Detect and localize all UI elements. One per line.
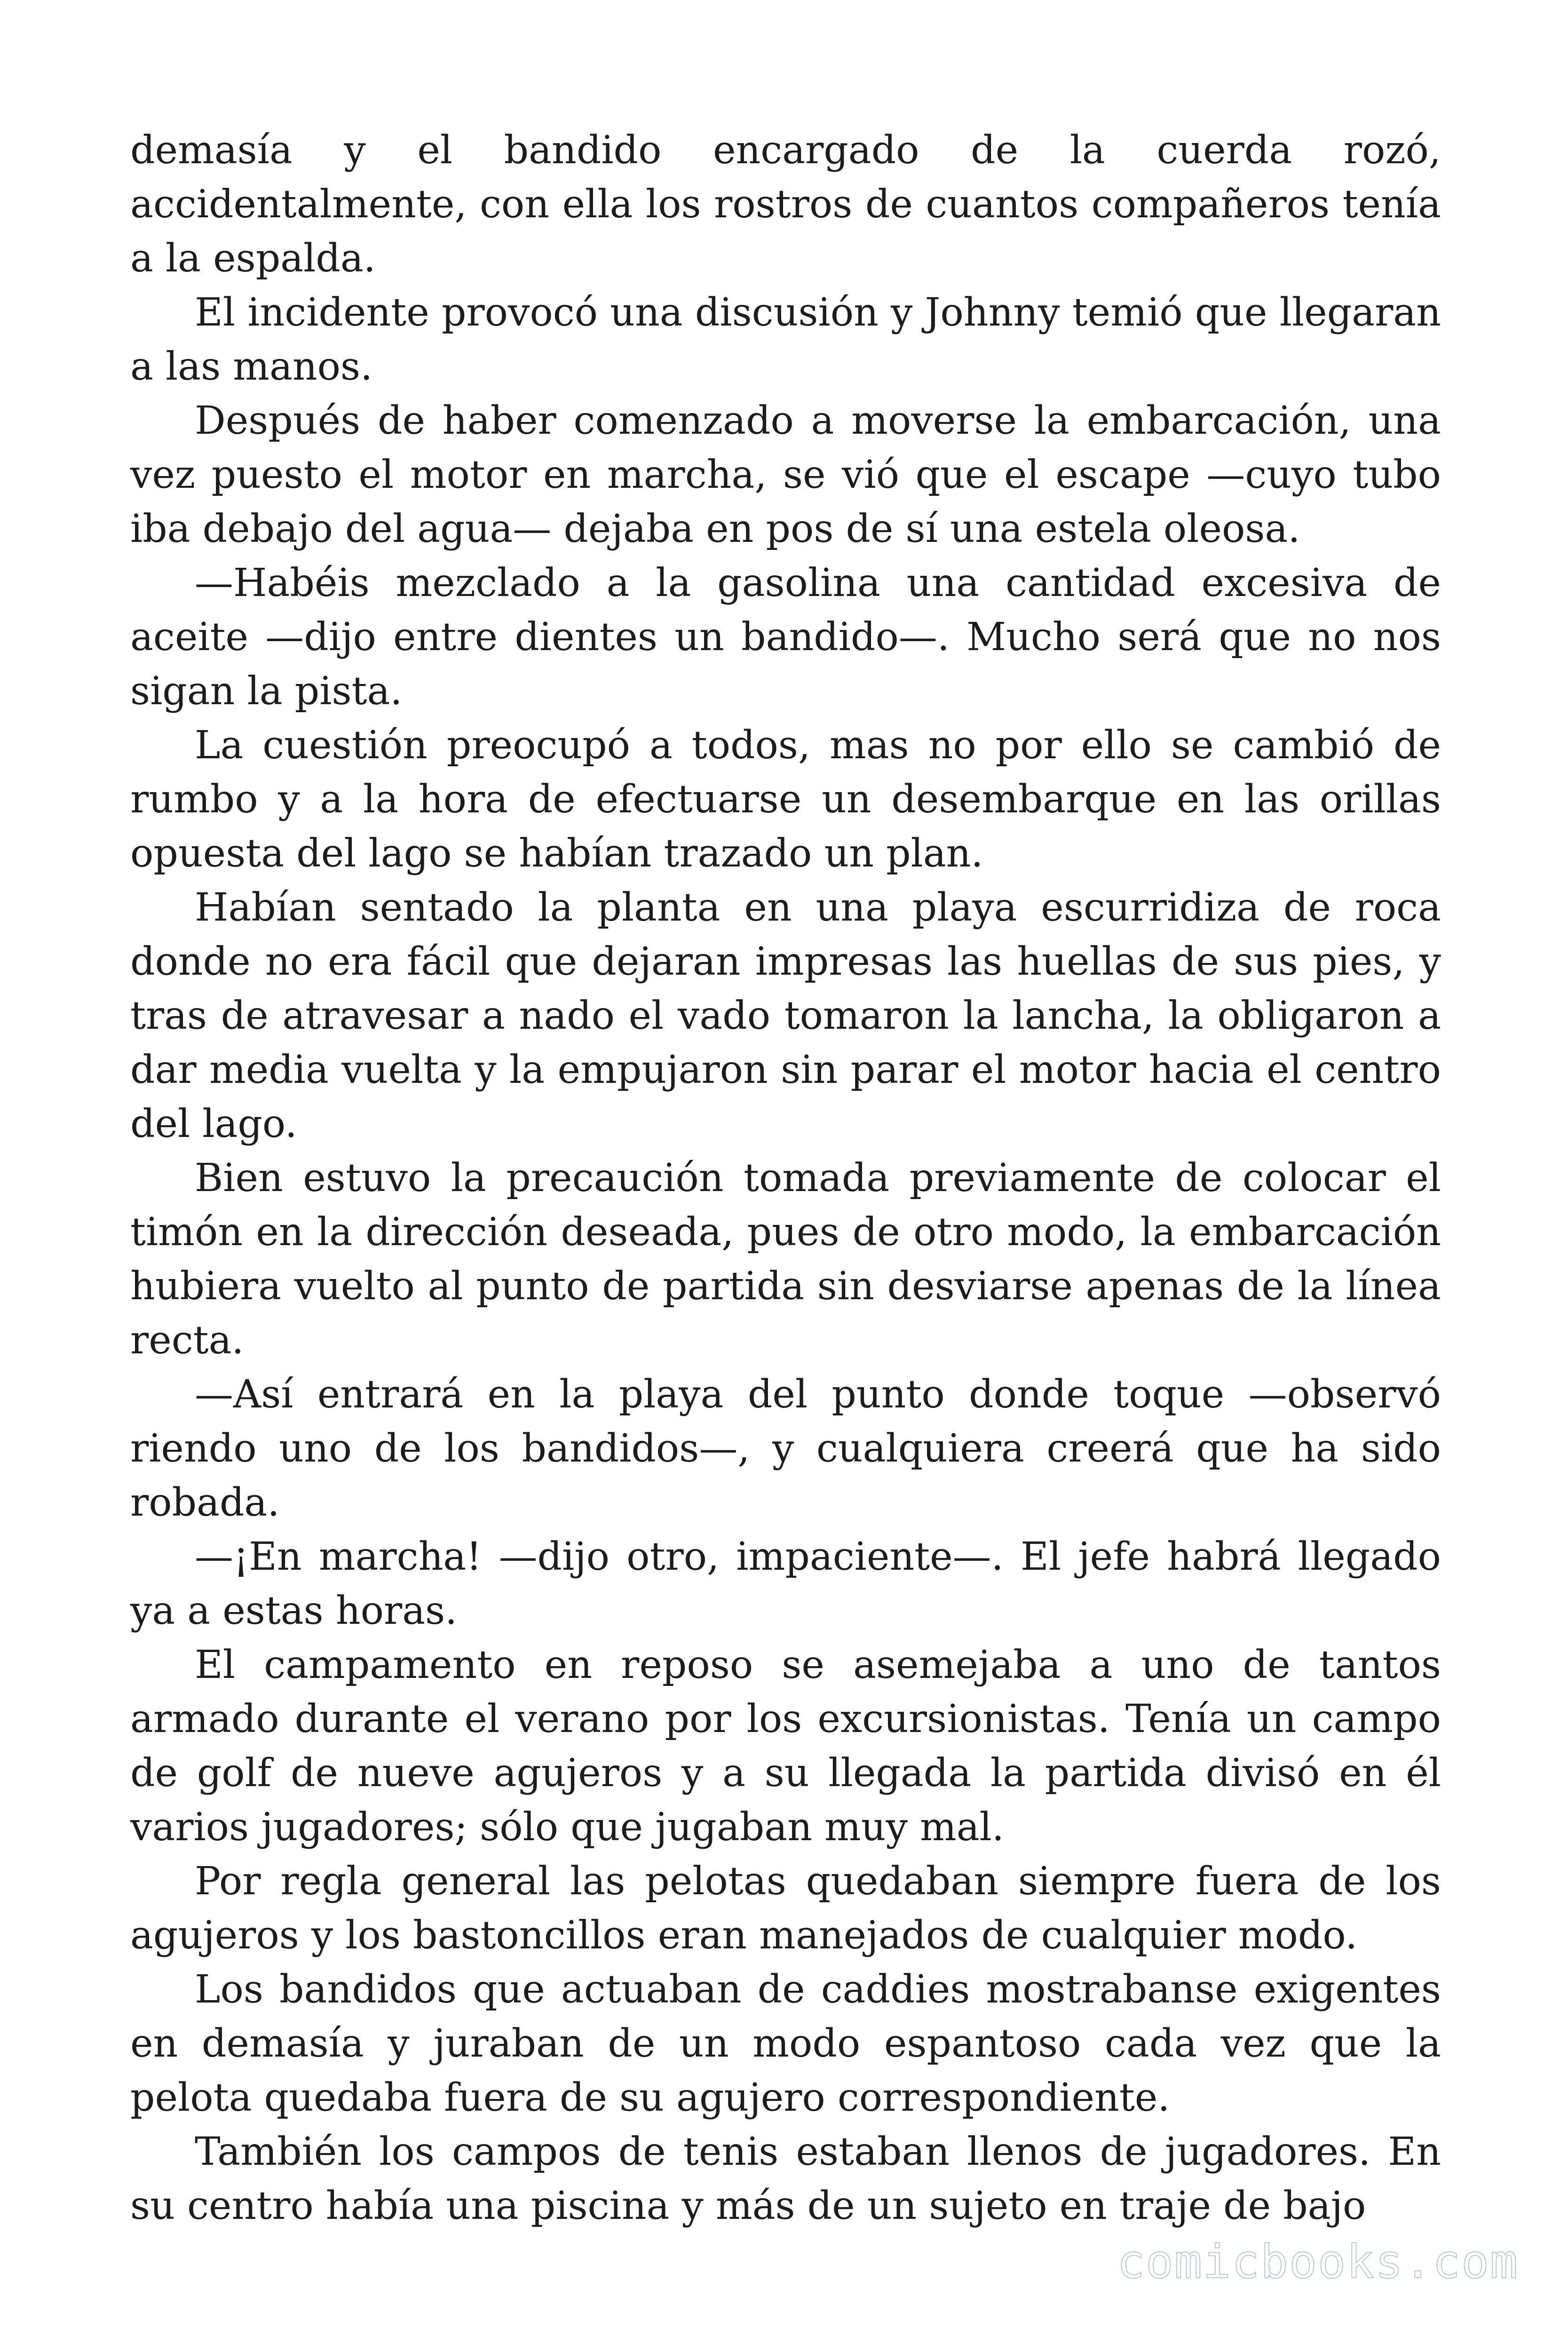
paragraph: Después de haber comenzado a moverse la embarcación, una vez puesto el motor en marcha, se vió que el escape —cuyo tubo iba debajo del agua— dejaba en pos de sí una estela oleosa. — [130, 398, 1441, 551]
paragraph: —Así entrará en la playa del punto donde toque —observó riendo uno de los bandidos—, y cualquiera creerá que ha sido robada. — [130, 1372, 1441, 1525]
paragraph: El incidente provocó una discusión y Johnny temió que llegaran a las manos. — [130, 290, 1441, 389]
paragraph: —Habéis mezclado a la gasolina una cantidad excesiva de aceite —dijo entre dientes un bandido—. Mucho será que no nos sigan la pista. — [130, 561, 1441, 714]
paragraph: Por regla general las pelotas quedaban siempre fuera de los agujeros y los bastoncillos eran manejados de cualquier modo. — [130, 1859, 1441, 1958]
paragraph: La cuestión preocupó a todos, mas no por ello se cambió de rumbo y a la hora de efectuarse un desembarque en las orillas opuesta del lago se habían trazado un plan. — [130, 723, 1441, 876]
paragraph: Los bandidos que actuaban de caddies mostrabanse exigentes en demasía y juraban de un modo espantoso cada vez que la pelota quedaba fuera de su agujero correspondiente. — [130, 1967, 1441, 2120]
paragraph: El campamento en reposo se asemejaba a uno de tantos armado durante el verano por los excursionistas. Tenía un campo de golf de nueve agujeros y a su llegada la partida divisó en él varios jugadores; sólo que jugaban muy mal. — [130, 1643, 1441, 1850]
paragraph: Bien estuvo la precaución tomada previamente de colocar el timón en la dirección deseada, pues de otro modo, la embarcación hubiera vuelto al punto de partida sin desviarse apenas de la línea recta. — [130, 1156, 1441, 1363]
paragraph-continued: demasía y el bandido encargado de la cuerda rozó, accidentalmente, con ella los rostros de cuantos compañeros tenía a la espalda. — [130, 128, 1441, 281]
body-text — [130, 123, 1441, 2233]
watermark: comicbooks.com — [1117, 2235, 1519, 2289]
paragraph: También los campos de tenis estaban llenos de jugadores. En su centro había una piscina y más de un sujeto en traje de bajo — [130, 2130, 1441, 2228]
paragraph: Habían sentado la planta en una playa escurridiza de roca donde no era fácil que dejaran impresas las huellas de sus pies, y tras de atravesar a nado el vado tomaron la lancha, la obligaron a dar media vuelta y la empujaron sin parar el motor hacia el centro del lago. — [130, 885, 1441, 1146]
paragraph: —¡En marcha! —dijo otro, impaciente—. El jefe habrá llegado ya a estas horas. — [130, 1534, 1441, 1633]
